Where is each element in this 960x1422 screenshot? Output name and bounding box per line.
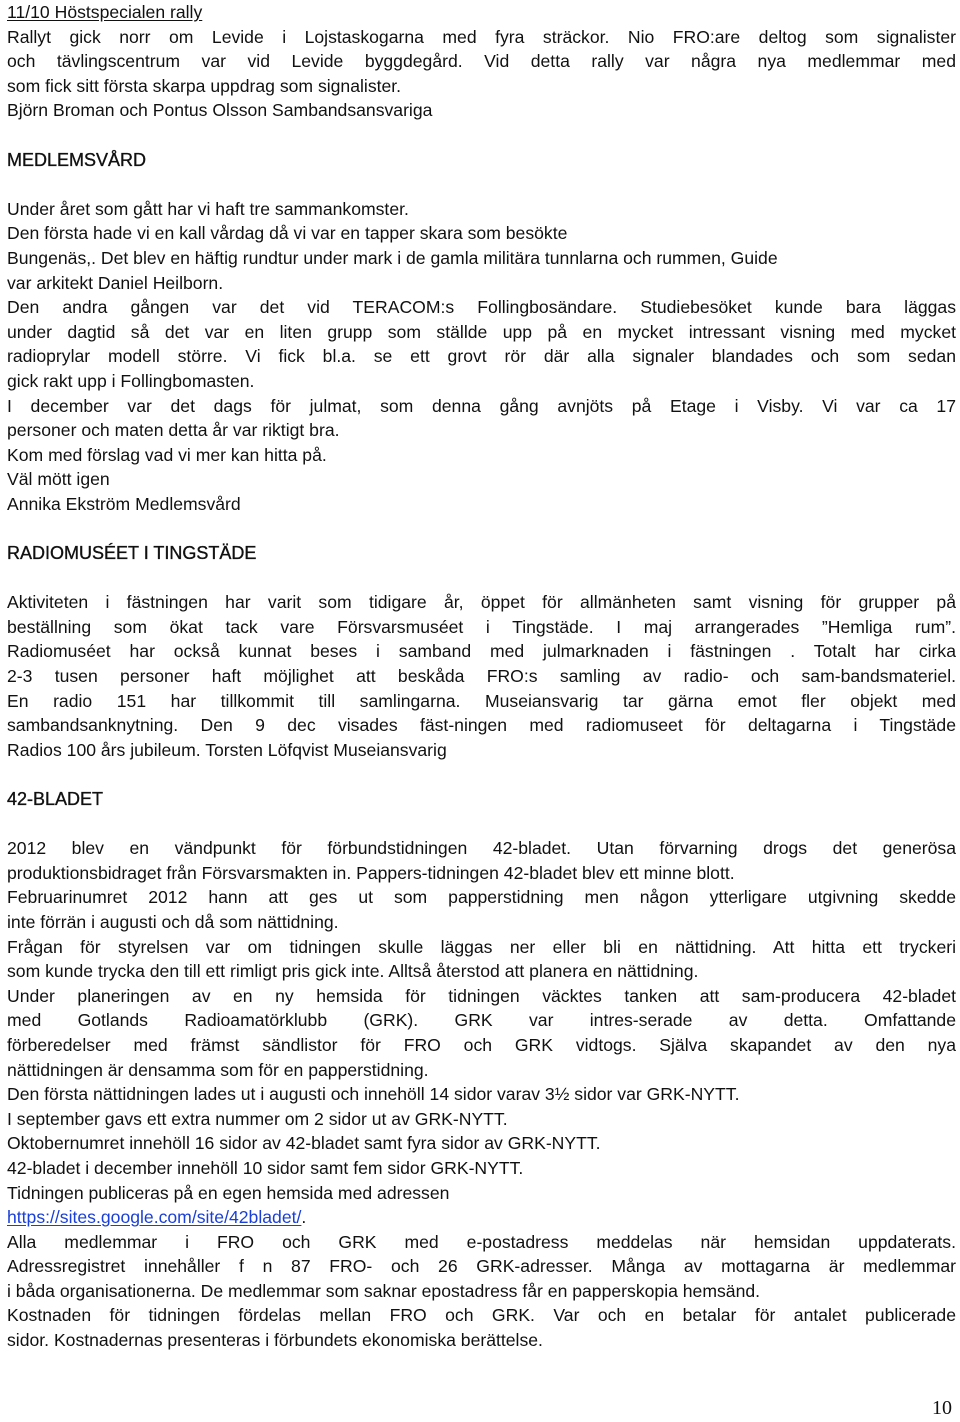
medlemsvard-signature: Annika Ekström Medlemsvård — [7, 493, 241, 514]
bladet-line: inte förrän i augusti och då som nättidning. — [7, 911, 339, 932]
medlemsvard-line: I december var det dags för julmat, som denna gång avnjöts på Etage i Visby. Vi var ca 17 — [7, 395, 956, 416]
medlemsvard-heading: MEDLEMSVÅRD — [7, 149, 147, 170]
radiomuseet-line: sambandsanknytning. Den 9 dec visades fäst-ningen med radiomuseet för deltagarna i Tingstäde — [7, 715, 956, 736]
spacer — [7, 123, 956, 148]
rally-title: 11/10 Höstspecialen rally — [7, 2, 203, 22]
bladet-line: Oktobernumret innehöll 16 sidor av 42-bladet samt fyra sidor av GRK-NYTT. — [7, 1133, 601, 1154]
bladet-link-line — [7, 1205, 956, 1230]
medlemsvard-section — [7, 148, 956, 517]
bladet-line: Kostnaden för tidningen fördelas mellan FRO och GRK. Var och en betalar för antalet publicerade — [7, 1305, 956, 1326]
bladet-line: nättidningen är densamma som för en papperstidning. — [7, 1059, 429, 1080]
radiomuseet-line: Radiomuséet har också kunnat beses i samband med julmarknaden i fästningen . Totalt har cirka — [7, 641, 956, 662]
bladet-line: Alla medlemmar i FRO och GRK med e-postadress meddelas när hemsidan uppdaterats. — [7, 1231, 956, 1252]
medlemsvard-line: Bungenäs,. Det blev en häftig rundtur under mark i de gamla militära tunnlarna och rummen, Guide — [7, 247, 778, 268]
rally-line: som fick sitt första skarpa uppdrag som signalister. — [7, 75, 402, 96]
bladet-line: produktionsbidraget från Försvarsmakten in. Pappers-tidningen 42-bladet blev ett minne blott. — [7, 862, 735, 883]
bladet-line: 2012 blev en vändpunkt för förbundstidningen 42-bladet. Utan förvarning drogs det generösa — [7, 838, 956, 859]
medlemsvard-line: Kom med förslag vad vi mer kan hitta på. — [7, 444, 327, 465]
bladet-line: Februarinumret 2012 hann att ges ut som papperstidning men någon ytterligare utgivning skedde — [7, 887, 956, 908]
radiomuseet-line: En radio 151 har tillkommit till samlingarna. Museiansvarig tar gärna emot fler objekt med — [7, 690, 956, 711]
bladet-line: i båda organisationerna. De medlemmar som saknar epostadress får en papperskopia hemsänd. — [7, 1280, 761, 1301]
radiomuseet-line: Aktiviteten i fästningen har varit som tidigare år, öppet för allmänheten samt visning för grupper på — [7, 592, 956, 613]
link-suffix: . — [301, 1207, 307, 1228]
bladet-line: Adressregistret innehåller f n 87 FRO- och 26 GRK-adresser. Många av mottagarna är medlemmar — [7, 1256, 956, 1277]
rally-signature: Björn Broman och Pontus Olsson Sambandsansvariga — [7, 100, 433, 121]
spacer — [7, 812, 956, 837]
rally-line: och tävlingscentrum var vid Levide byggdegård. Vid detta rally var några nya medlemmar med — [7, 51, 956, 72]
bladet-line: Den första nättidningen lades ut i augusti och innehöll 14 sidor varav 3½ sidor var GRK-NYTT. — [7, 1084, 740, 1105]
medlemsvard-line: personer och maten detta år var riktigt bra. — [7, 420, 340, 441]
radiomuseet-section — [7, 541, 956, 762]
bladet-section — [7, 787, 956, 1353]
hemsida-link[interactable]: https://sites.google.com/site/42bladet/ — [7, 1207, 302, 1228]
medlemsvard-line: under dagtid så det var en liten grupp som ställde upp på en mycket intressant visning med mycket — [7, 321, 956, 342]
bladet-line: Under planeringen av en ny hemsida för tidningen väcktes tanken att sam-producera 42-bladet — [7, 985, 956, 1006]
radiomuseet-line: beställning som ökat tack vare Försvarsmuséet i Tingstäde. I maj arrangerades ”Hemliga rum”. — [7, 616, 956, 637]
medlemsvard-line: Den första hade vi en kall vårdag då vi var en tapper skara som besökte — [7, 223, 568, 244]
spacer — [7, 566, 956, 591]
medlemsvard-line: gick rakt upp i Follingbomasten. — [7, 370, 255, 391]
bladet-line: med Gotlands Radioamatörklubb (GRK). GRK var intres-serade av detta. Omfattande — [7, 1010, 956, 1031]
spacer — [7, 172, 956, 197]
spacer — [7, 762, 956, 787]
bladet-line: I september gavs ett extra nummer om 2 sidor ut av GRK-NYTT. — [7, 1108, 508, 1129]
medlemsvard-line: radioprylar modell större. Vi fick bl.a. se ett grovt rör där alla signaler blandades och som sedan — [7, 346, 956, 367]
radiomuseet-heading: RADIOMUSÉET I TINGSTÄDE — [7, 543, 257, 564]
medlemsvard-line: Väl mött igen — [7, 469, 110, 490]
medlemsvard-line: var arkitekt Daniel Heilborn. — [7, 272, 224, 293]
rally-section — [7, 0, 956, 123]
bladet-line: sidor. Kostnadernas presenteras i förbundets ekonomiska berättelse. — [7, 1330, 543, 1351]
bladet-line: förberedelser med främst sändlistor för FRO och GRK vidtogs. Själva skapandet av den nya — [7, 1034, 956, 1055]
bladet-line: som kunde trycka den till ett rimligt pris gick inte. Alltså återstod att planera en nättidning. — [7, 961, 699, 982]
spacer — [7, 516, 956, 541]
page-number: 10 — [932, 1397, 952, 1419]
document-page — [7, 0, 956, 1353]
rally-line: Rallyt gick norr om Levide i Lojstaskogarna med fyra sträckor. Nio FRO:are deltog som signalister — [7, 26, 956, 47]
medlemsvard-line: Den andra gången var det vid TERACOM:s Follingbosändare. Studiebesöket kunde bara läggas — [7, 297, 956, 318]
radiomuseet-line: 2-3 tusen personer haft möjlighet att beskåda FRO:s samling av radio- och sam-bandsmateriel. — [7, 666, 956, 687]
medlemsvard-intro: Under året som gått har vi haft tre sammankomster. — [7, 198, 409, 219]
bladet-heading: 42-BLADET — [7, 789, 104, 809]
radiomuseet-signature: Radios 100 års jubileum. Torsten Löfqvist Museiansvarig — [7, 739, 447, 760]
bladet-line: Tidningen publiceras på en egen hemsida med adressen — [7, 1182, 450, 1203]
bladet-line: Frågan för styrelsen var om tidningen skulle läggas ner eller bli en nättidning. Att hitta ett tryckeri — [7, 936, 956, 957]
bladet-line: 42-bladet i december innehöll 10 sidor samt fem sidor GRK-NYTT. — [7, 1157, 524, 1178]
